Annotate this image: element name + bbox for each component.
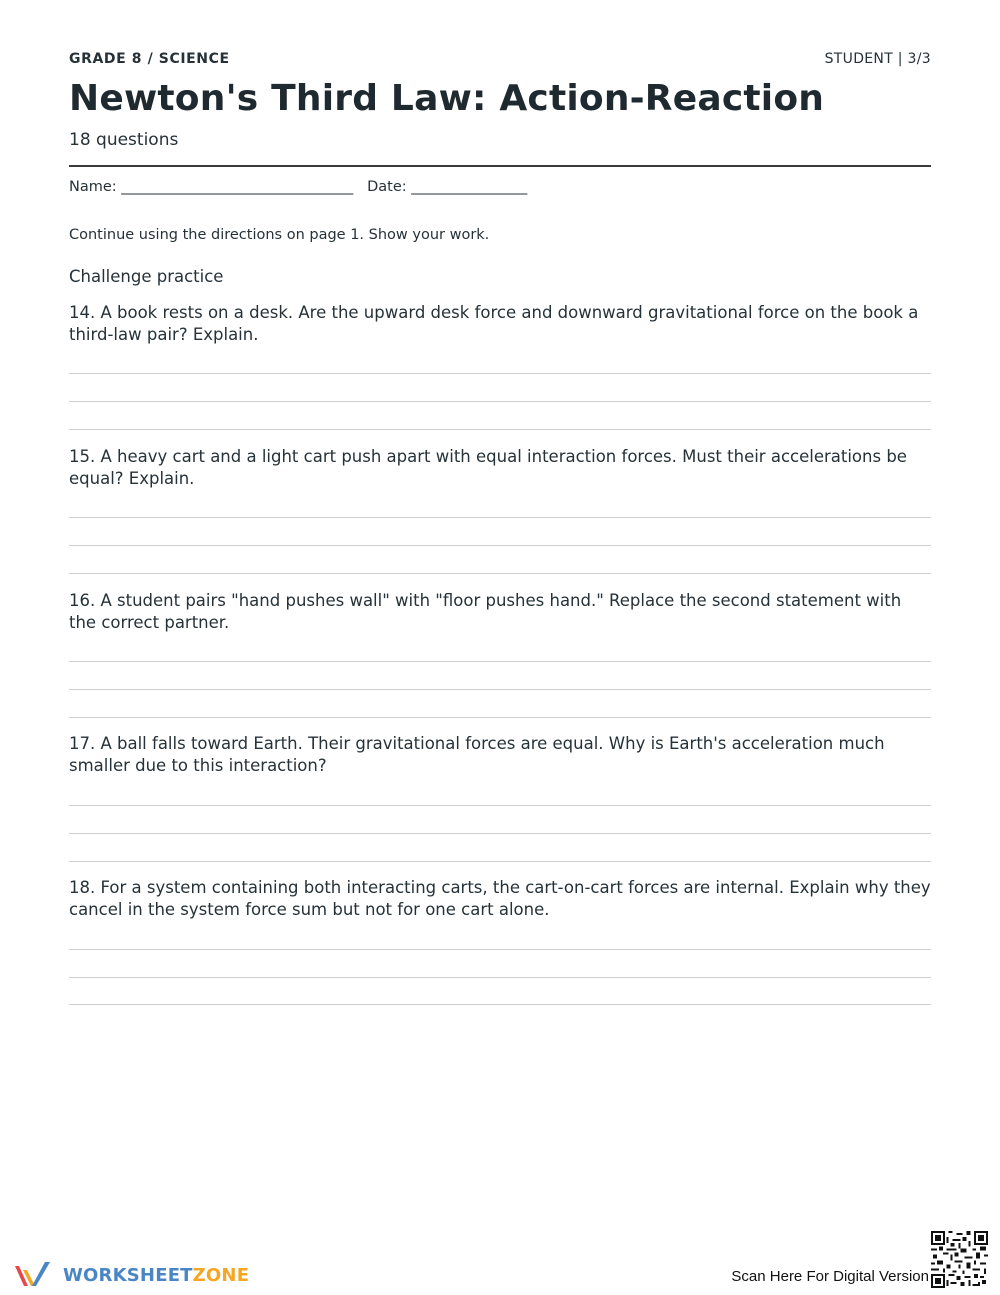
question-17 — [69, 733, 931, 777]
answer-line[interactable] — [69, 977, 931, 978]
answer-line[interactable] — [69, 517, 931, 518]
answer-line[interactable] — [69, 861, 931, 862]
worksheetzone-logo-icon — [12, 1259, 56, 1291]
answer-line[interactable] — [69, 689, 931, 690]
header-divider — [69, 165, 931, 167]
section-title: Challenge practice — [69, 267, 224, 286]
question-text: 17. A ball falls toward Earth. Their gravitational forces are equal. Why is Earth's acceleration much smaller due to this interaction? — [69, 734, 885, 775]
answer-line[interactable] — [69, 717, 931, 718]
answer-line[interactable] — [69, 833, 931, 834]
question-count: 18 questions — [69, 130, 179, 150]
answer-line[interactable] — [69, 661, 931, 662]
question-14 — [69, 302, 931, 346]
question-text: 16. A student pairs "hand pushes wall" with "floor pushes hand." Replace the second statement with the correct partner. — [69, 591, 902, 632]
question-18 — [69, 877, 931, 921]
answer-line[interactable] — [69, 545, 931, 546]
page-header — [69, 51, 931, 69]
name-date-fields: Name: ________________________________ Date: ________________ — [69, 179, 528, 195]
page-title: Newton's Third Law: Action-Reaction — [69, 78, 825, 119]
student-page-indicator: STUDENT | 3/3 — [824, 51, 931, 67]
question-text: 18. For a system containing both interacting carts, the cart-on-cart forces are internal. Explain why they cancel in the system force sum but not for one cart alone. — [69, 878, 931, 919]
question-15 — [69, 446, 931, 490]
worksheetzone-logo[interactable] — [12, 1259, 249, 1291]
question-16 — [69, 590, 931, 634]
question-text: 15. A heavy cart and a light cart push apart with equal interaction forces. Must their accelerations be equal? Explain. — [69, 447, 907, 488]
qr-code-icon[interactable] — [931, 1231, 988, 1288]
answer-line[interactable] — [69, 373, 931, 374]
answer-line[interactable] — [69, 1004, 931, 1005]
question-text: 14. A book rests on a desk. Are the upward desk force and downward gravitational force on the book a third-law pair? Explain. — [69, 303, 919, 344]
logo-text: WORKSHEETZONE — [63, 1264, 250, 1286]
answer-line[interactable] — [69, 429, 931, 430]
answer-line[interactable] — [69, 573, 931, 574]
answer-line[interactable] — [69, 805, 931, 806]
scan-caption: Scan Here For Digital Version — [731, 1268, 929, 1285]
answer-line[interactable] — [69, 401, 931, 402]
grade-subject: GRADE 8 / SCIENCE — [69, 51, 230, 67]
directions: Continue using the directions on page 1. Show your work. — [69, 227, 490, 243]
answer-line[interactable] — [69, 949, 931, 950]
